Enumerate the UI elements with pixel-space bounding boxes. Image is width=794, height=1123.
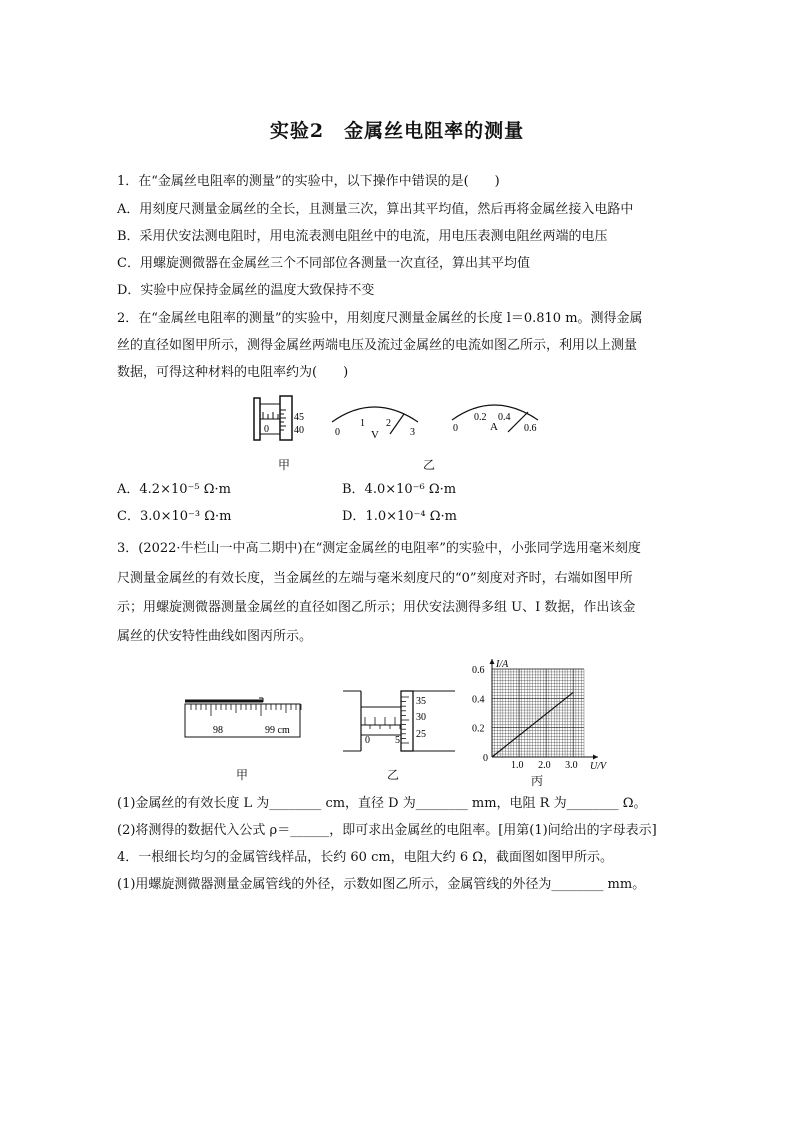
ruler-label-99cm: 99 cm (265, 725, 290, 736)
q3-fig-yi-caption: 乙 (387, 768, 400, 782)
q2-micrometer-label-45: 45 (294, 412, 304, 423)
iu-x-tick-2-0: 2.0 (538, 760, 551, 771)
q3-micrometer-label-0: 0 (365, 735, 370, 746)
q4-sub-question-1: (1)用螺旋测微器测量金属管线的外径，示数如图乙所示，金属管线的外径为________ mm。 (117, 877, 646, 892)
ammeter-tick-0-4: 0.4 (498, 412, 511, 423)
q1-option-a: A．用刻度尺测量金属丝的全长，且测量三次，算出其平均值，然后再将金属丝接入电路中 (117, 202, 634, 217)
q2-option-c: C．3.0×10⁻³ Ω·m (117, 509, 232, 524)
q1-option-c: C．用螺旋测微器在金属丝三个不同部位各测量一次直径，算出其平均值 (117, 256, 530, 271)
ammeter-tick-0-2: 0.2 (474, 412, 487, 423)
q2-micrometer-label-40: 40 (294, 425, 304, 436)
q2-option-b: B．4.0×10⁻⁶ Ω·m (342, 482, 457, 497)
q3-stem-line-2: 尺测量金属丝的有效长度，当金属丝的左端与毫米刻度尺的“0”刻度对齐时，右端如图甲所 (117, 571, 633, 586)
q2-fig-jia-caption: 甲 (278, 458, 291, 472)
q3-micrometer-figure (343, 687, 463, 759)
iu-chart-grid (492, 669, 584, 757)
q3-micrometer-ticks (365, 717, 400, 729)
ammeter-dial (452, 405, 538, 434)
q2-stem-line-2: 丝的直径如图甲所示，测得金属丝两端电压及流过金属丝的电流如图乙所示，利用以上测量 (117, 338, 638, 353)
iu-y-tick-0-2: 0.2 (472, 723, 485, 735)
q2-stem-line-1: 2．在“金属丝电阻率的测量”的实验中，用刻度尺测量金属丝的长度 l＝0.810 m。测得金属 (117, 311, 643, 326)
q2-micrometer-label-zero: 0 (264, 424, 269, 435)
q2-stem-line-3: 数据，可得这种材料的电阻率约为( ) (117, 365, 349, 380)
iu-y-tick-0-4: 0.4 (472, 694, 485, 706)
voltmeter-dial (332, 407, 418, 441)
q3-stem-line-1: 3．(2022·牛栏山一中高二期中)在“测定金属丝的电阻率”的实验中，小张同学选用毫米刻度 (117, 541, 641, 556)
q1-option-b: B．采用伏安法测电阻时，用电流表测电阻丝中的电流，用电压表测电阻丝两端的电压 (117, 229, 608, 244)
voltmeter-tick-2: 2 (386, 418, 391, 429)
q3-thimble-ticks (401, 697, 409, 743)
q1-option-d: D．实验中应保持金属丝的温度大致保持不变 (117, 283, 375, 298)
q3-iu-chart (464, 657, 614, 781)
voltmeter-tick-0: 0 (335, 427, 340, 438)
q3-stem-line-4: 属丝的伏安特性曲线如图丙所示。 (117, 629, 313, 644)
q3-micrometer-label-25: 25 (416, 729, 426, 740)
x-axis-arrow (593, 755, 598, 760)
y-axis-arrow (490, 659, 495, 664)
ammeter-tick-0: 0 (453, 423, 458, 434)
voltmeter-tick-3: 3 (410, 427, 415, 438)
q2-micrometer-figure (250, 392, 322, 448)
q4-stem: 4．一根细长均匀的金属管线样品，长约 60 cm，电阻大约 6 Ω，截面图如图甲所示。 (117, 850, 613, 865)
ruler-ticks (191, 704, 301, 716)
q3-micrometer-label-30: 30 (416, 712, 426, 723)
iu-x-tick-3-0: 3.0 (565, 760, 578, 771)
ammeter-tick-0-6: 0.6 (524, 423, 537, 434)
iu-origin-label: 0 (483, 753, 488, 764)
ruler-label-98: 98 (213, 725, 223, 736)
q3-stem-line-3: 示；用螺旋测微器测量金属丝的直径如图乙所示；用伏安法测得多组 U、I 数据，作出该金 (117, 600, 636, 615)
q1-stem: 1．在“金属丝电阻率的测量”的实验中，以下操作中错误的是( ) (117, 174, 500, 189)
q3-sub-question-1: (1)金属丝的有效长度 L 为________ cm，直径 D 为________ mm，电阻 R 为________ Ω。 (117, 796, 647, 811)
q3-fig-jia-caption: 甲 (236, 768, 249, 782)
voltmeter-tick-1: 1 (360, 418, 365, 429)
q3-micrometer-label-5: 5 (395, 735, 400, 746)
q3-micrometer-label-35: 35 (416, 696, 426, 707)
q3-fig-bing-caption: 丙 (531, 774, 544, 788)
q3-sub-question-2: (2)将测得的数据代入公式 ρ＝______，即可求出金属丝的电阻率。[用第(1)问给出的字母表示] (117, 823, 657, 838)
iu-x-tick-1-0: 1.0 (511, 760, 524, 771)
q2-option-d: D．1.0×10⁻⁴ Ω·m (342, 509, 457, 524)
q2-meters-figure (326, 396, 552, 448)
iu-x-axis-label: U/V (590, 761, 607, 772)
iu-y-axis-label: I/A (496, 659, 509, 670)
page-title: 实验2 金属丝电阻率的测量 (269, 120, 525, 142)
q2-fig-yi-caption: 乙 (423, 458, 436, 472)
voltmeter-unit: V (371, 429, 379, 441)
q3-ruler-figure (183, 696, 303, 744)
q2-option-a: A．4.2×10⁻⁵ Ω·m (117, 482, 231, 497)
iu-chart-axes (490, 659, 599, 760)
ammeter-unit: A (490, 421, 498, 433)
iu-y-tick-0-6: 0.6 (472, 665, 485, 676)
